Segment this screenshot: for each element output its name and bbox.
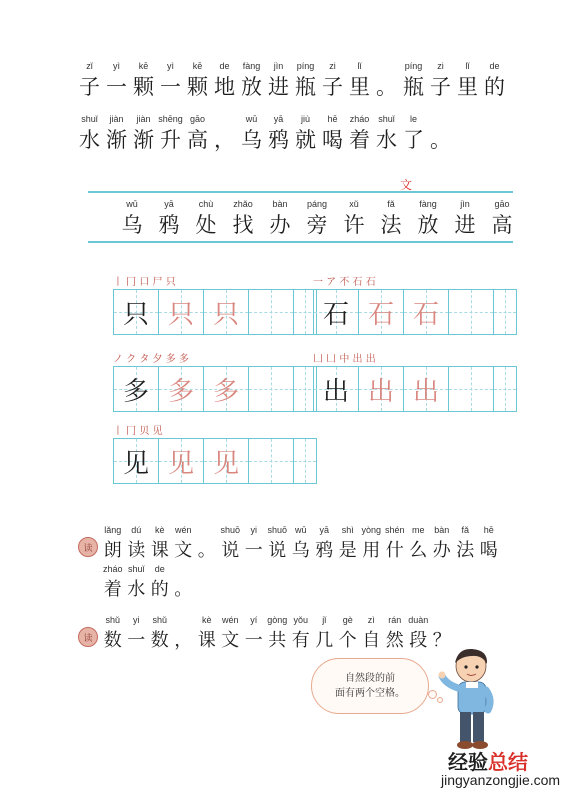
ruby-unit bbox=[313, 523, 337, 565]
ruby-unit bbox=[265, 59, 292, 101]
ruby-unit bbox=[336, 613, 360, 655]
hanzi: 。 bbox=[430, 128, 451, 152]
ruby-unit bbox=[242, 613, 266, 655]
trace-character: 出 bbox=[367, 376, 394, 407]
ruby-unit bbox=[292, 59, 319, 101]
ruby-unit bbox=[172, 613, 196, 655]
pinyin: shén bbox=[384, 525, 405, 535]
grid-cell bbox=[314, 290, 359, 334]
pinyin: jìn bbox=[460, 199, 470, 209]
ruby-unit bbox=[130, 59, 157, 101]
hanzi: 然 bbox=[385, 630, 404, 651]
trace-character: 石 bbox=[412, 299, 439, 330]
trace-character: 见 bbox=[167, 448, 194, 479]
hanzi: 进 bbox=[268, 75, 289, 99]
pinyin: gāo bbox=[494, 199, 510, 209]
ruby-unit bbox=[157, 112, 184, 154]
pinyin: píng bbox=[404, 61, 423, 71]
hanzi: 朗 bbox=[103, 540, 122, 561]
pinyin: le bbox=[409, 114, 417, 124]
pinyin: de bbox=[489, 61, 500, 71]
hanzi: 鸦 bbox=[268, 128, 289, 152]
ruby-unit bbox=[319, 112, 346, 154]
hanzi: 。 bbox=[197, 540, 216, 561]
pinyin: hē bbox=[327, 114, 338, 124]
pinyin: yǒu bbox=[293, 615, 308, 625]
paragraph-line-1 bbox=[76, 59, 508, 101]
hanzi: 课 bbox=[150, 540, 169, 561]
pinyin: lǎng bbox=[104, 525, 122, 535]
hanzi: 一 bbox=[244, 540, 263, 561]
pinyin: shuō bbox=[220, 525, 241, 535]
ruby-unit bbox=[211, 112, 238, 154]
hanzi: 一 bbox=[160, 75, 181, 99]
hanzi: 几 bbox=[315, 630, 334, 651]
model-character: 只 bbox=[122, 299, 149, 330]
ruby-unit bbox=[303, 197, 331, 239]
pinyin: gòng bbox=[267, 615, 288, 625]
hanzi: 水 bbox=[79, 128, 100, 152]
ruby-unit bbox=[265, 112, 292, 154]
pinyin: fǎ bbox=[461, 525, 469, 535]
pinyin: zì bbox=[367, 615, 375, 625]
ruby-unit bbox=[360, 523, 384, 565]
ruby-unit bbox=[148, 613, 172, 655]
pinyin: zháo bbox=[349, 114, 370, 124]
ruby-unit bbox=[373, 59, 400, 101]
ruby-unit bbox=[451, 197, 479, 239]
pinyin: páng bbox=[306, 199, 328, 209]
hanzi: 子 bbox=[322, 75, 343, 99]
pinyin: yí bbox=[250, 615, 258, 625]
ruby-unit bbox=[340, 197, 368, 239]
pinyin: shuō bbox=[267, 525, 288, 535]
ruby-unit bbox=[454, 59, 481, 101]
paragraph-line-2 bbox=[76, 112, 454, 154]
grid-cell bbox=[204, 367, 249, 411]
pinyin: píng bbox=[296, 61, 315, 71]
pinyin: fǎ bbox=[387, 199, 395, 209]
grid-cell bbox=[114, 367, 159, 411]
hanzi: 读 bbox=[127, 540, 146, 561]
hanzi: 共 bbox=[268, 630, 287, 651]
hanzi: 文 bbox=[174, 540, 193, 561]
ruby-unit bbox=[360, 613, 384, 655]
ruby-unit bbox=[229, 197, 257, 239]
ruby-unit bbox=[289, 613, 313, 655]
ruby-unit bbox=[184, 112, 211, 154]
hanzi: 水 bbox=[127, 579, 146, 600]
ruby-unit bbox=[407, 613, 431, 655]
ruby-unit bbox=[400, 59, 427, 101]
ruby-unit bbox=[125, 523, 149, 565]
pinyin: jìn bbox=[273, 61, 284, 71]
pinyin: wū bbox=[126, 199, 138, 209]
hanzi: 说 bbox=[221, 540, 240, 561]
ruby-unit bbox=[157, 59, 184, 101]
hanzi: 办 bbox=[269, 213, 291, 237]
hanzi: 找 bbox=[232, 213, 254, 237]
hanzi: 说 bbox=[268, 540, 287, 561]
pinyin: shǔ bbox=[105, 615, 120, 625]
ruby-unit bbox=[125, 562, 149, 604]
pinyin: yi bbox=[250, 525, 257, 535]
pinyin: de bbox=[154, 564, 165, 574]
vocab-row bbox=[118, 197, 516, 239]
pinyin: yā bbox=[273, 114, 284, 124]
vocab-marker: 文 bbox=[400, 178, 413, 192]
ruby-unit bbox=[377, 197, 405, 239]
pinyin: shuǐ bbox=[127, 564, 145, 574]
hanzi: 放 bbox=[241, 75, 262, 99]
ruby-unit bbox=[427, 59, 454, 101]
hanzi: 数 bbox=[103, 630, 122, 651]
hanzi: 个 bbox=[338, 630, 357, 651]
hanzi: 渐 bbox=[133, 128, 154, 152]
pinyin: shì bbox=[341, 525, 354, 535]
pinyin: duàn bbox=[408, 615, 429, 625]
ruby-unit bbox=[346, 59, 373, 101]
hanzi: 自 bbox=[362, 630, 381, 651]
grid-cell bbox=[159, 367, 204, 411]
model-character: 石 bbox=[322, 299, 349, 330]
hanzi: 里 bbox=[349, 75, 370, 99]
hanzi: 着 bbox=[103, 579, 122, 600]
hanzi: 。 bbox=[376, 75, 397, 99]
pinyin: jiàn bbox=[136, 114, 151, 124]
pinyin: gè bbox=[342, 615, 353, 625]
ruby-unit bbox=[414, 197, 442, 239]
ruby-unit bbox=[125, 613, 149, 655]
ruby-unit bbox=[103, 112, 130, 154]
pinyin: hē bbox=[483, 525, 494, 535]
hanzi: 高 bbox=[491, 213, 513, 237]
pinyin: zháo bbox=[102, 564, 123, 574]
grid-cell bbox=[494, 290, 516, 334]
pinyin: wén bbox=[174, 525, 192, 535]
hanzi: 法 bbox=[380, 213, 402, 237]
ruby-unit bbox=[148, 562, 172, 604]
exercise-1-line-1 bbox=[101, 523, 501, 565]
hanzi: 旁 bbox=[306, 213, 328, 237]
writing-grid bbox=[113, 289, 317, 335]
trace-character: 多 bbox=[212, 376, 239, 407]
hanzi: 乌 bbox=[241, 128, 262, 152]
grid-cell bbox=[249, 367, 294, 411]
ruby-unit bbox=[400, 112, 427, 154]
pinyin: fàng bbox=[242, 61, 261, 71]
hanzi: 法 bbox=[456, 540, 475, 561]
hanzi: 的 bbox=[150, 579, 169, 600]
hanzi: 喝 bbox=[479, 540, 498, 561]
tip-line-1: 自然段的前 bbox=[345, 673, 395, 684]
ruby-unit bbox=[242, 523, 266, 565]
ruby-unit bbox=[319, 59, 346, 101]
pinyin: xǔ bbox=[349, 199, 359, 209]
hanzi: 文 bbox=[221, 630, 240, 651]
ruby-unit bbox=[211, 59, 238, 101]
read-icon: 读 bbox=[78, 537, 98, 557]
ruby-unit bbox=[313, 613, 337, 655]
hanzi: 瓶 bbox=[403, 75, 424, 99]
ruby-unit bbox=[383, 613, 407, 655]
pinyin: rán bbox=[388, 615, 402, 625]
pinyin: yi bbox=[133, 615, 140, 625]
grid-cell bbox=[449, 290, 494, 334]
writing-grid bbox=[313, 366, 517, 412]
ruby-unit bbox=[195, 613, 219, 655]
pinyin: dú bbox=[131, 525, 142, 535]
hanzi: 子 bbox=[79, 75, 100, 99]
ruby-unit bbox=[373, 112, 400, 154]
grid-cell bbox=[449, 367, 494, 411]
trace-character: 只 bbox=[212, 299, 239, 330]
writing-grid bbox=[113, 366, 317, 412]
ruby-unit bbox=[427, 112, 454, 154]
grid-cell bbox=[404, 367, 449, 411]
pinyin: gāo bbox=[189, 114, 206, 124]
pinyin: wén bbox=[221, 615, 239, 625]
ruby-unit bbox=[430, 523, 454, 565]
pinyin: jiù bbox=[300, 114, 310, 124]
trace-character: 见 bbox=[212, 448, 239, 479]
ruby-unit bbox=[192, 197, 220, 239]
pinyin: bàn bbox=[434, 525, 450, 535]
pinyin: bàn bbox=[272, 199, 288, 209]
hanzi: 有 bbox=[291, 630, 310, 651]
grid-cell bbox=[249, 439, 294, 483]
hanzi: 么 bbox=[409, 540, 428, 561]
ruby-unit bbox=[477, 523, 501, 565]
hanzi: 段 bbox=[409, 630, 428, 651]
pinyin: fàng bbox=[419, 199, 437, 209]
hanzi: 颗 bbox=[133, 75, 154, 99]
ruby-unit bbox=[266, 523, 290, 565]
ruby-unit bbox=[219, 613, 243, 655]
hanzi: 什 bbox=[385, 540, 404, 561]
model-character: 多 bbox=[122, 376, 149, 407]
hanzi: 里 bbox=[457, 75, 478, 99]
pinyin: jǐ bbox=[322, 615, 327, 625]
boy-illustration bbox=[438, 646, 508, 756]
hanzi: 处 bbox=[195, 213, 217, 237]
watermark-url: jingyanzongjie.com bbox=[441, 772, 561, 788]
hanzi: ？ bbox=[432, 630, 451, 651]
ruby-unit bbox=[155, 197, 183, 239]
ruby-unit bbox=[454, 523, 478, 565]
grid-cell bbox=[204, 439, 249, 483]
ruby-unit bbox=[101, 523, 125, 565]
watermark-logo bbox=[448, 746, 528, 775]
hanzi: 一 bbox=[244, 630, 263, 651]
pinyin: yā bbox=[319, 525, 329, 535]
pinyin: shēng bbox=[158, 114, 183, 124]
hanzi: 颗 bbox=[187, 75, 208, 99]
pinyin: kē bbox=[138, 61, 149, 71]
grid-cell bbox=[314, 367, 359, 411]
hanzi: 一 bbox=[106, 75, 127, 99]
ruby-unit bbox=[266, 613, 290, 655]
ruby-unit bbox=[184, 59, 211, 101]
ruby-unit bbox=[103, 59, 130, 101]
pinyin: jiàn bbox=[109, 114, 124, 124]
grid-cell bbox=[494, 367, 516, 411]
ruby-unit bbox=[238, 112, 265, 154]
pinyin: lǐ bbox=[465, 61, 470, 71]
pinyin: zi bbox=[329, 61, 336, 71]
hanzi: 瓶 bbox=[295, 75, 316, 99]
ruby-unit bbox=[488, 197, 516, 239]
grid-cell bbox=[159, 290, 204, 334]
model-character: 见 bbox=[122, 448, 149, 479]
pinyin: kè bbox=[154, 525, 165, 535]
ruby-unit bbox=[101, 613, 125, 655]
grid-cell bbox=[249, 290, 294, 334]
trace-character: 出 bbox=[412, 376, 439, 407]
bubble-tail-dot bbox=[428, 690, 437, 699]
hanzi: 是 bbox=[338, 540, 357, 561]
tip-speech-bubble bbox=[311, 658, 429, 714]
ruby-unit bbox=[289, 523, 313, 565]
ruby-unit bbox=[266, 197, 294, 239]
pinyin: kè bbox=[201, 615, 212, 625]
stroke-order-hint: 丨 冂 口 尸 只 bbox=[113, 277, 176, 288]
hanzi: 鸦 bbox=[315, 540, 334, 561]
ruby-unit bbox=[383, 523, 407, 565]
hanzi: 数 bbox=[150, 630, 169, 651]
hanzi: 了 bbox=[403, 128, 424, 152]
grid-cell bbox=[359, 290, 404, 334]
vocab-band-bottom-line bbox=[88, 241, 513, 243]
watermark-black-text: 经验 bbox=[448, 750, 488, 774]
pinyin: yì bbox=[112, 61, 120, 71]
hanzi: 水 bbox=[376, 128, 397, 152]
ruby-unit bbox=[407, 523, 431, 565]
grid-cell bbox=[159, 439, 204, 483]
trace-character: 只 bbox=[167, 299, 194, 330]
ruby-unit bbox=[481, 59, 508, 101]
hanzi: ， bbox=[174, 630, 193, 651]
pinyin: kē bbox=[192, 61, 203, 71]
model-character: 出 bbox=[322, 376, 349, 407]
hanzi: 鸦 bbox=[158, 213, 180, 237]
ruby-unit bbox=[76, 112, 103, 154]
grid-cell bbox=[359, 367, 404, 411]
exercise-2-line-1 bbox=[101, 613, 454, 655]
hanzi: 就 bbox=[295, 128, 316, 152]
pinyin: wū bbox=[294, 525, 307, 535]
hanzi: 子 bbox=[430, 75, 451, 99]
trace-character: 石 bbox=[367, 299, 394, 330]
ruby-unit bbox=[148, 523, 172, 565]
hanzi: 许 bbox=[343, 213, 365, 237]
pinyin: zhǎo bbox=[233, 199, 253, 209]
pinyin: yì bbox=[166, 61, 174, 71]
grid-cell bbox=[114, 439, 159, 483]
hanzi: 一 bbox=[127, 630, 146, 651]
pinyin: zi bbox=[437, 61, 444, 71]
pinyin: de bbox=[219, 61, 230, 71]
ruby-unit bbox=[195, 523, 219, 565]
pinyin: chù bbox=[198, 199, 214, 209]
pinyin: me bbox=[411, 525, 425, 535]
exercise-1-line-2 bbox=[101, 562, 195, 604]
tip-line-2: 面有两个空格。 bbox=[335, 688, 405, 699]
ruby-unit bbox=[346, 112, 373, 154]
hanzi: 升 bbox=[160, 128, 181, 152]
hanzi: 喝 bbox=[322, 128, 343, 152]
grid-cell bbox=[114, 290, 159, 334]
hanzi: 乌 bbox=[291, 540, 310, 561]
hanzi: 高 bbox=[187, 128, 208, 152]
stroke-order-hint: 一 ア 不 石 石 bbox=[313, 277, 376, 288]
hanzi: 乌 bbox=[121, 213, 143, 237]
vocab-band-top-line bbox=[88, 191, 513, 193]
hanzi: 着 bbox=[349, 128, 370, 152]
grid-cell bbox=[204, 290, 249, 334]
pinyin: shǔ bbox=[152, 615, 167, 625]
ruby-unit bbox=[172, 562, 196, 604]
pinyin: shuǐ bbox=[81, 114, 98, 124]
read-icon-2: 读 bbox=[78, 627, 98, 647]
hanzi: 办 bbox=[432, 540, 451, 561]
ruby-unit bbox=[76, 59, 103, 101]
hanzi: 放 bbox=[417, 213, 439, 237]
hanzi: 地 bbox=[214, 75, 235, 99]
pinyin: shuǐ bbox=[378, 114, 395, 124]
ruby-unit bbox=[336, 523, 360, 565]
watermark-red-text: 总结 bbox=[488, 750, 528, 774]
stroke-order-hint: 丨 冂 贝 见 bbox=[113, 426, 163, 437]
pinyin: yòng bbox=[361, 525, 382, 535]
grid-cell bbox=[404, 290, 449, 334]
ruby-unit bbox=[101, 562, 125, 604]
ruby-unit bbox=[118, 197, 146, 239]
hanzi: 进 bbox=[454, 213, 476, 237]
ruby-unit bbox=[172, 523, 196, 565]
trace-character: 多 bbox=[167, 376, 194, 407]
pinyin: wū bbox=[245, 114, 258, 124]
ruby-unit bbox=[219, 523, 243, 565]
grid-cell bbox=[294, 439, 316, 483]
pinyin: lǐ bbox=[357, 61, 362, 71]
stroke-order-hint: ノ ク タ 夕 多 多 bbox=[113, 354, 189, 365]
hanzi: 课 bbox=[197, 630, 216, 651]
ruby-unit bbox=[292, 112, 319, 154]
pinyin: yā bbox=[164, 199, 174, 209]
pinyin: zǐ bbox=[86, 61, 93, 71]
stroke-order-hint: 凵 凵 中 出 出 bbox=[313, 354, 376, 365]
writing-grid bbox=[313, 289, 517, 335]
hanzi: ， bbox=[214, 128, 235, 152]
writing-grid bbox=[113, 438, 317, 484]
hanzi: 。 bbox=[174, 579, 193, 600]
hanzi: 渐 bbox=[106, 128, 127, 152]
ruby-unit bbox=[238, 59, 265, 101]
ruby-unit bbox=[130, 112, 157, 154]
hanzi: 的 bbox=[484, 75, 505, 99]
hanzi: 用 bbox=[362, 540, 381, 561]
